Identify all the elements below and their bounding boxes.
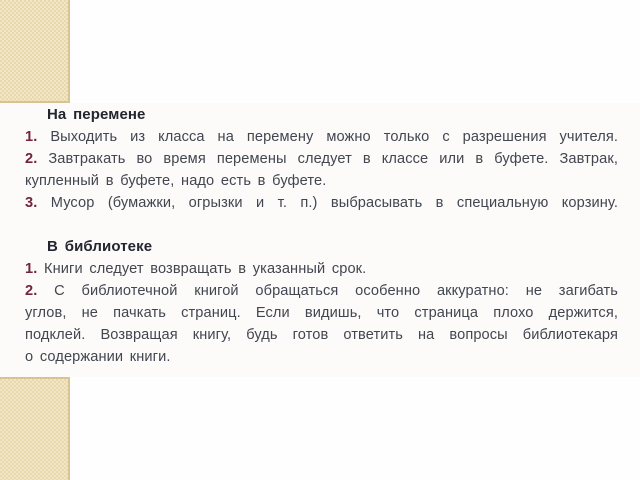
rule-line <box>25 280 618 302</box>
rule-number: 1. <box>25 129 38 145</box>
rule-text: углов, не пачкать страниц. Если видишь, что страница плохо держится, <box>25 305 618 321</box>
rule-text: Выходить из класса на перемену можно только с разрешения учителя. <box>50 129 618 145</box>
rule-text: Мусор (бумажки, огрызки и т. п.) выбрасывать в специальную корзину. <box>50 195 618 211</box>
rule-number: 2. <box>25 283 38 299</box>
rule-number: 2. <box>25 151 38 167</box>
section-title-break: На перемене <box>47 106 146 123</box>
rule-line <box>25 258 618 280</box>
rule-line-continuation <box>25 170 618 192</box>
rule-number: 3. <box>25 195 38 211</box>
rule-text: купленный в буфете, надо есть в буфете. <box>25 173 327 189</box>
rules-text-block <box>25 104 618 368</box>
rule-text: С библиотечной книгой обращаться особенно аккуратно: не загибать <box>54 283 618 299</box>
rule-line <box>25 192 618 214</box>
decorative-pattern-top-left <box>0 0 70 103</box>
rule-text: Книги следует возвращать в указанный срок. <box>44 261 367 277</box>
section-gap <box>25 214 618 236</box>
rule-line-continuation <box>25 346 618 368</box>
rule-line <box>25 148 618 170</box>
rule-number: 1. <box>25 261 38 277</box>
rule-text: о содержании книги. <box>25 349 171 365</box>
section-title-library: В библиотеке <box>47 238 153 255</box>
rule-line-continuation <box>25 302 618 324</box>
rule-line-continuation <box>25 324 618 346</box>
decorative-pattern-bottom-left <box>0 377 70 480</box>
rule-text: подклей. Возвращая книгу, будь готов ответить на вопросы библиотекаря <box>25 327 618 343</box>
rule-text: Завтракать во время перемены следует в классе или в буфете. Завтрак, <box>48 151 618 167</box>
rule-line <box>25 126 618 148</box>
